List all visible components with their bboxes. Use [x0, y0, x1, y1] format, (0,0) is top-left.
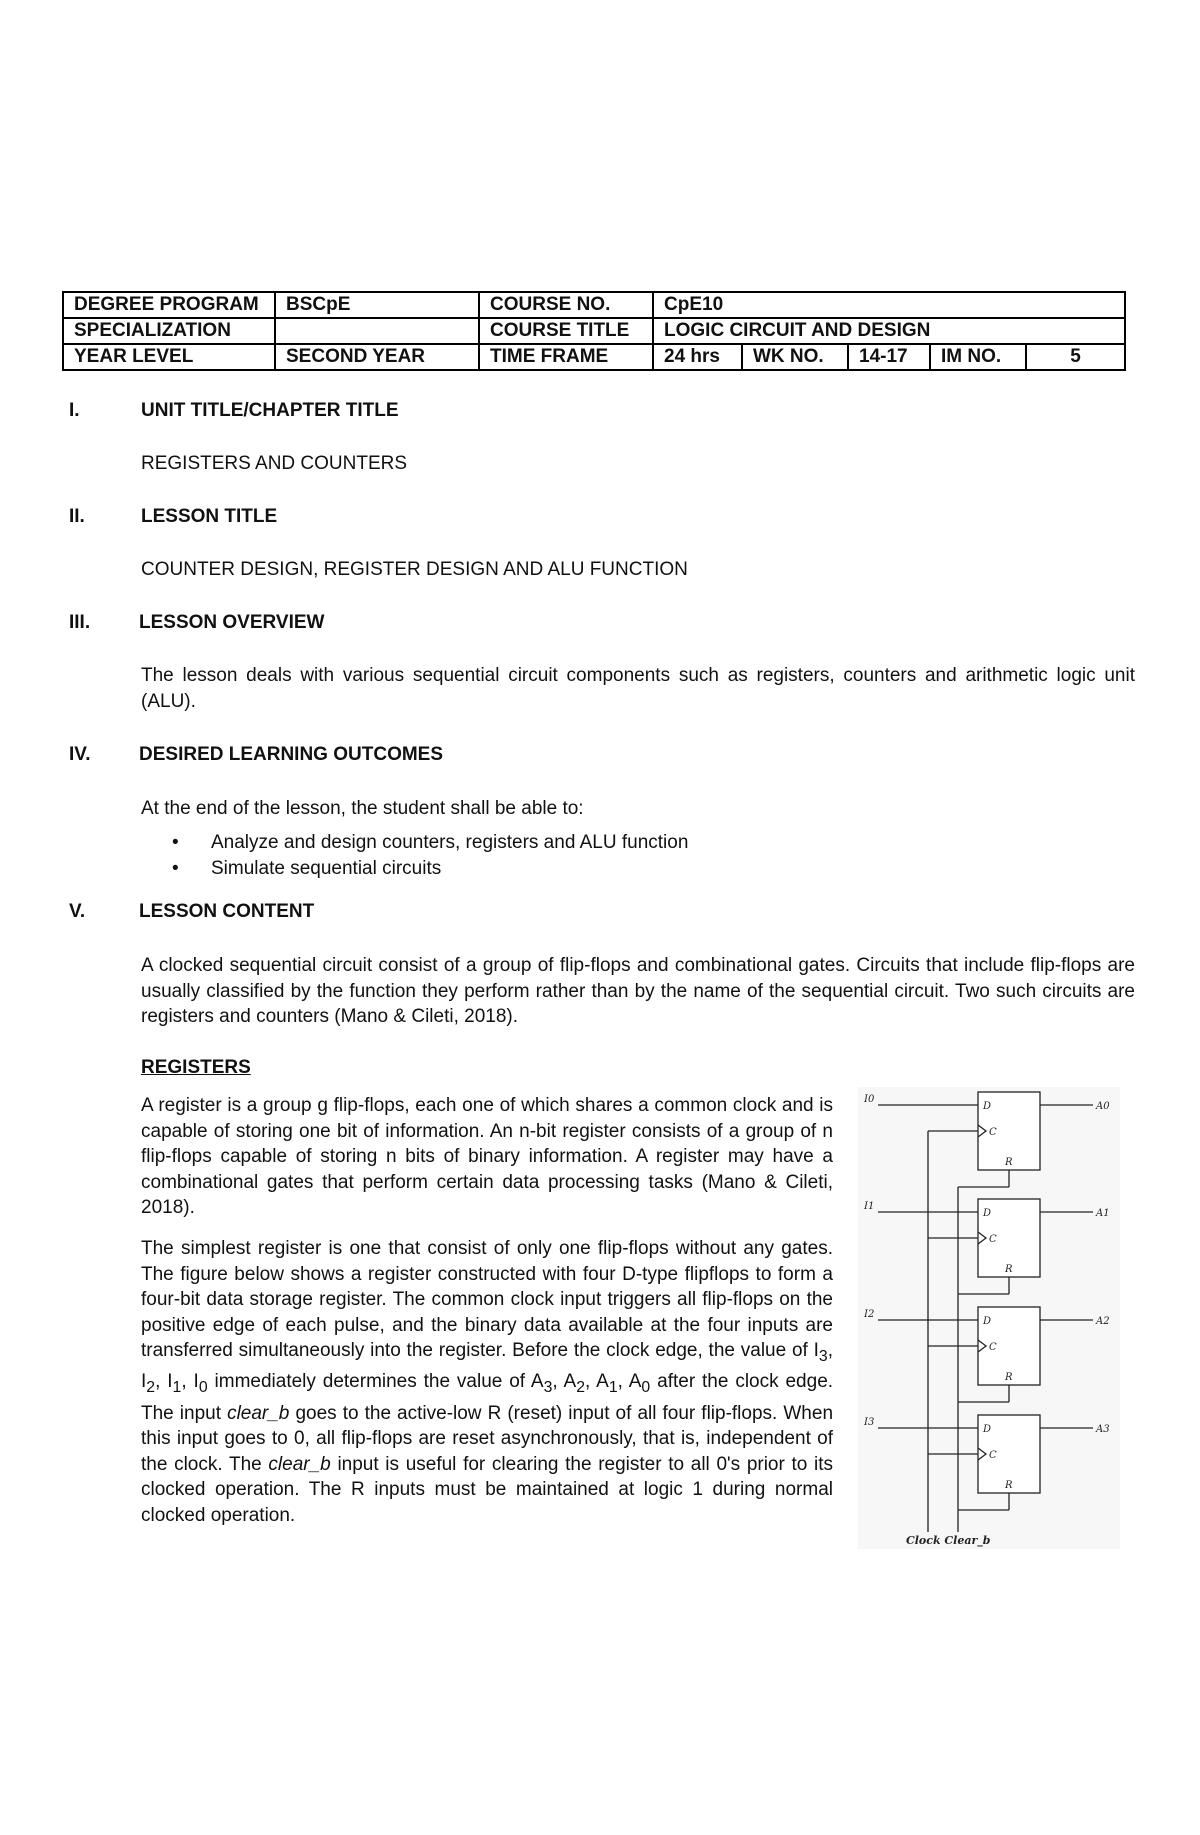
- registers-heading: REGISTERS: [141, 1057, 251, 1078]
- pin-d: D: [983, 1101, 992, 1112]
- pin-c: C: [989, 1234, 997, 1245]
- section-title: LESSON CONTENT: [139, 901, 315, 922]
- pin-c: C: [989, 1342, 997, 1353]
- pin-d: D: [983, 1424, 992, 1435]
- header-cell: IM NO.: [930, 344, 1026, 370]
- pin-c: C: [989, 1127, 997, 1138]
- header-cell: WK NO.: [742, 344, 848, 370]
- output-label: A3: [1096, 1424, 1110, 1435]
- section-number: II.: [69, 506, 85, 527]
- header-cell: BSCpE: [275, 292, 479, 318]
- header-cell: 24 hrs: [653, 344, 742, 370]
- header-cell: 14-17: [848, 344, 930, 370]
- section-body: COUNTER DESIGN, REGISTER DESIGN AND ALU FUNCTION: [141, 559, 688, 580]
- outcomes-intro: At the end of the lesson, the student shall be able to:: [141, 798, 584, 819]
- input-label: I1: [864, 1201, 875, 1212]
- registers-para-2: The simplest register is one that consist of only one flip-flops without any gates. The figure below shows a register constructed with four D-type flipflops to form a four-bit data storage register. The common clock input triggers all flip-flops on the positive edge of each pulse, and the binary data available at the four inputs are transferred simultaneously into the register. Before the clock edge, the value of $I_3$, $I_2$, $I_1$, $I_0$ immediately determines the value of $A_3$, $A_2$, $A_1$, $A_0$ after the clock edge. The input clear_b goes to the active-low R (reset) input of all four flip-flops. When this input goes to 0, all flip-flops are reset asynchronously, that is, independent of the clock. The clear_b input is useful for clearing the register to all 0's prior to its clocked operation. The R inputs must be maintained at logic 1 during normal clocked operation.: [141, 1238, 834, 1526]
- header-cell: LOGIC CIRCUIT AND DESIGN: [653, 318, 1125, 344]
- list-item: • Simulate sequential circuits: [172, 858, 442, 879]
- pin-r: R: [1005, 1480, 1013, 1491]
- input-label: I3: [864, 1417, 875, 1428]
- registers-para-1: A register is a group g flip-flops, each one of which shares a common clock and is capable of storing one bit of information. An n-bit register consists of a group of n flip-flops capable of storing n bits of binary information. A register may have a combinational gates that perform certain data processing tasks (Mano & Cileti, 2018).: [141, 1095, 833, 1218]
- header-cell: CpE10: [653, 292, 1125, 318]
- pin-r: R: [1005, 1264, 1013, 1275]
- pin-c: C: [989, 1450, 997, 1461]
- header-cell: COURSE NO.: [479, 292, 653, 318]
- section-number: III.: [69, 612, 91, 633]
- pin-d: D: [983, 1316, 992, 1327]
- header-cell: COURSE TITLE: [479, 318, 653, 344]
- input-label: I2: [864, 1309, 875, 1320]
- section-title: UNIT TITLE/CHAPTER TITLE: [141, 400, 399, 421]
- header-row: [63, 292, 1125, 318]
- header-cell: SPECIALIZATION: [63, 318, 275, 344]
- section-title: LESSON TITLE: [141, 506, 278, 527]
- header-cell: SECOND YEAR: [275, 344, 479, 370]
- input-label: I0: [864, 1094, 875, 1105]
- pin-r: R: [1005, 1372, 1013, 1383]
- list-item: • Analyze and design counters, registers and ALU function: [172, 832, 689, 853]
- outcomes-list: [141, 830, 688, 882]
- section-title: LESSON OVERVIEW: [139, 612, 325, 633]
- output-label: A0: [1096, 1101, 1110, 1112]
- header-cell: 5: [1026, 344, 1125, 370]
- section-number: V.: [69, 901, 86, 922]
- output-label: A2: [1096, 1316, 1110, 1327]
- section-number: I.: [69, 400, 80, 421]
- pin-r: R: [1005, 1157, 1013, 1168]
- header-cell: [275, 318, 479, 344]
- header-cell: YEAR LEVEL: [63, 344, 275, 370]
- header-row: [63, 318, 1125, 344]
- header-cell: DEGREE PROGRAM: [63, 292, 275, 318]
- pin-d: D: [983, 1208, 992, 1219]
- header-cell: TIME FRAME: [479, 344, 653, 370]
- register-diagram: [858, 1087, 1120, 1549]
- section-body: REGISTERS AND COUNTERS: [141, 453, 408, 474]
- header-row: [63, 344, 1125, 370]
- clock-clear-label: Clock Clear_b: [906, 1534, 991, 1547]
- section-number: IV.: [69, 744, 91, 765]
- section-body: The lesson deals with various sequential circuit components such as registers, counters and arithmetic logic unit (ALU).: [141, 665, 1135, 712]
- course-header-table: [62, 291, 1126, 371]
- section-title: DESIRED LEARNING OUTCOMES: [139, 744, 444, 765]
- section-body: A clocked sequential circuit consist of a group of flip-flops and combinational gates. Circuits that include flip-flops are usually classified by the function they perform rather than by the name of the sequential circuit. Two such circuits are registers and counters (Mano & Cileti, 2018).: [141, 955, 1135, 1027]
- output-label: A1: [1096, 1208, 1110, 1219]
